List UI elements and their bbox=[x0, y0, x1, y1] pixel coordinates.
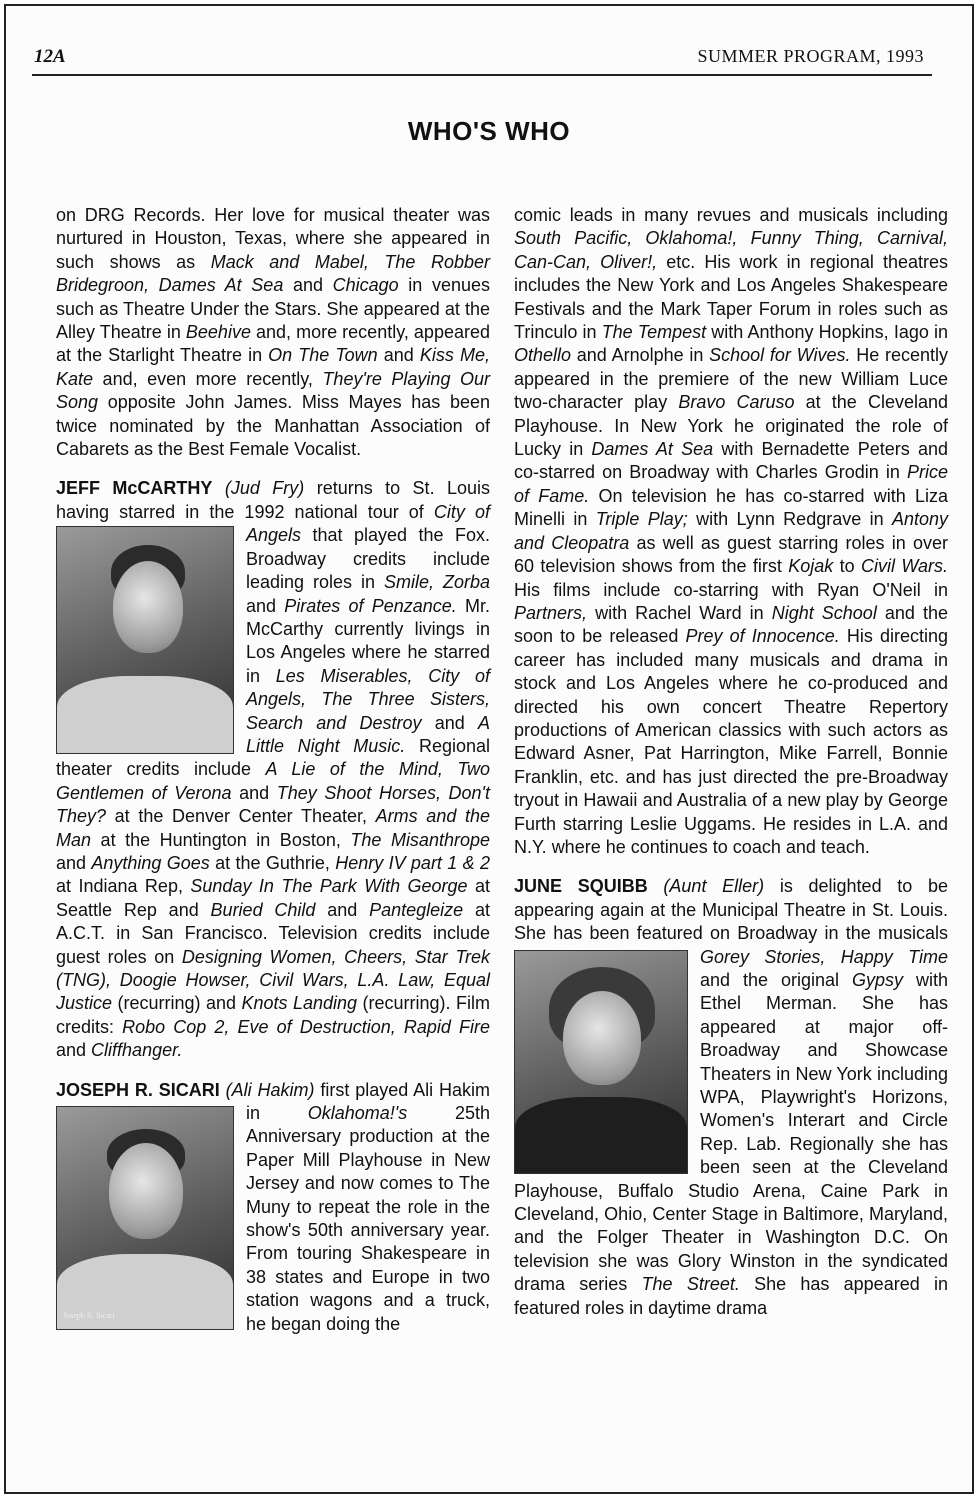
photo-caption: Joseph R. Sicari bbox=[63, 1310, 115, 1320]
bio-sicari bbox=[56, 1079, 490, 1336]
headshot-sicari bbox=[56, 1106, 234, 1330]
bio-text: is delighted to be appearing again at the Municipal Theatre in St. Louis. She has been featured on Broadway in the musicals bbox=[514, 876, 948, 944]
title-italic: They're Playing Our Song bbox=[56, 368, 490, 413]
title-italic: Beehive bbox=[185, 322, 251, 343]
title-italic: South Pacific, Oklahoma!, Funny Thing, Carnival, Can-Can, Oliver!, bbox=[514, 228, 948, 272]
title-italic: Pantegleize bbox=[369, 899, 464, 920]
title-italic: City of Angels bbox=[246, 501, 491, 546]
bio-text: at Seattle Rep and bbox=[56, 876, 491, 920]
bio-role: (Ali Hakim) bbox=[225, 1079, 315, 1100]
title-italic: School for Wives. bbox=[709, 345, 851, 366]
title-italic: Triple Play; bbox=[595, 509, 688, 530]
title-italic: Robo Cop 2, Eve of Destruction, Rapid Fire bbox=[122, 1016, 490, 1037]
headshot-squibb bbox=[514, 950, 688, 1174]
bio-text: as well as guest starring roles in over 60 television shows from the first bbox=[514, 532, 948, 577]
title-italic: Chicago bbox=[332, 275, 399, 296]
bio-text: Mr. McCarthy currently livings in Los Angeles where he starred in bbox=[246, 595, 490, 686]
bio-text: and bbox=[56, 1040, 92, 1061]
bio-text: at Indiana Rep, bbox=[56, 876, 191, 897]
bio-text: She has appeared in featured roles in daytime drama bbox=[514, 1274, 948, 1318]
bio-text: and bbox=[283, 275, 333, 296]
program-title: SUMMER PROGRAM, 1993 bbox=[697, 46, 924, 66]
bio-text: On television he has co-starred with Liza Minelli in bbox=[514, 485, 948, 530]
bio-text: with Bernadette Peters and co-starred on Broadway with Charles Grodin in bbox=[514, 439, 948, 483]
bio-text: comic leads in many revues and musicals including bbox=[514, 205, 948, 225]
bio-text: at the Cleveland Playhouse. In New York he originated the role of Lucky in bbox=[514, 392, 948, 460]
title-italic: Civil Wars. bbox=[860, 556, 949, 577]
title-italic: Anything Goes bbox=[91, 852, 210, 873]
bio-text: with Ethel Merman. She has appeared at major off-Broadway and Showcase Theaters in New York including WPA, Playwright's Horizons, Women's Interart and Circle Rep. Lab. Regionally she has been seen at the Cleveland Playhouse, Buffalo Studio Arena, Caine Park in Cleveland, Ohio, Center Stage in Baltimore, Maryland, and the Folger Theater in Washington D.C. On television she was Glory Winston in the syndicated drama series bbox=[514, 970, 948, 1295]
title-italic: The Street. bbox=[641, 1274, 740, 1295]
title-italic: Sunday In The Park With George bbox=[190, 876, 468, 897]
title-italic: Knots Landing bbox=[241, 993, 358, 1014]
bio-text: at the Huntington in Boston, bbox=[91, 829, 351, 850]
bio-name: JEFF McCARTHY bbox=[56, 478, 213, 499]
title-italic: Prey of Innocence. bbox=[685, 626, 840, 647]
bio-text: in venues such as Theatre Under the Stars. She appeared at the Alley Theatre in bbox=[56, 275, 490, 343]
bio-mccarthy bbox=[56, 477, 490, 1062]
title-italic: Mack and Mabel, The Robber Bridegroon, Dames At Sea bbox=[56, 251, 491, 296]
bio-role: (Jud Fry) bbox=[224, 478, 305, 499]
bio-mayes-continued bbox=[56, 204, 490, 461]
title-italic: Antony and Cleopatra bbox=[514, 509, 948, 553]
bio-text: returns to St. Louis having starred in the 1992 national tour of bbox=[56, 478, 491, 522]
bio-text: and bbox=[231, 782, 277, 803]
right-column bbox=[514, 204, 948, 1320]
bio-text: at the Denver Center Theater, bbox=[106, 806, 376, 827]
bio-name: JUNE SQUIBB bbox=[514, 876, 648, 897]
title-italic: Bravo Caruso bbox=[678, 392, 795, 413]
bio-text: (recurring). Film credits: bbox=[56, 993, 490, 1037]
bio-role: (Aunt Eller) bbox=[663, 876, 765, 897]
bio-text: etc. His work in regional theatres includes the New York and Los Angeles Shakespeare Festivals and the Mark Taper Forum in roles such as Trinculo in bbox=[514, 251, 948, 343]
title-italic: The Tempest bbox=[601, 322, 707, 343]
title-italic: Buried Child bbox=[210, 899, 316, 920]
title-italic: A Little Night Music. bbox=[246, 712, 490, 756]
title-italic: Partners, bbox=[514, 602, 588, 623]
title-italic: Gorey Stories, Happy Time bbox=[700, 946, 948, 967]
bio-squibb bbox=[514, 875, 948, 1320]
title-italic: A Lie of the Mind, Two Gentlemen of Verona bbox=[56, 759, 490, 803]
bio-name: JOSEPH R. SICARI bbox=[56, 1079, 220, 1100]
bio-text: and bbox=[315, 899, 370, 920]
bio-text: on DRG Records. Her love for musical theater was nurtured in Houston, Texas, where she appeared in such shows as bbox=[56, 205, 490, 272]
title-italic: They Shoot Horses, Don't They? bbox=[56, 782, 490, 827]
program-page bbox=[4, 4, 974, 1494]
title-italic: The Misanthrope bbox=[350, 829, 490, 850]
title-italic: Pirates of Penzance. bbox=[284, 595, 457, 616]
bio-text: that played the Fox. Broadway credits include leading roles in bbox=[246, 525, 490, 593]
title-italic: Dames At Sea bbox=[591, 439, 714, 460]
title-italic: Arms and the Man bbox=[56, 806, 490, 850]
title-italic: Night School bbox=[771, 602, 877, 623]
title-italic: Les Miserables, City of Angels, The Three Sisters, Search and Destroy bbox=[246, 665, 490, 733]
bio-text: with Lynn Redgrave in bbox=[687, 509, 892, 530]
title-italic: Kiss Me, Kate bbox=[56, 345, 490, 389]
section-title: WHO'S WHO bbox=[407, 116, 571, 146]
bio-text: His directing career has included many musicals and drama in stock and Los Angeles where he co-produced and directed his own concert Theatre Repertory productions of American classics with such actors as Edward Asner, Pat Harrington, Mike Farrell, Bonnie Franklin, etc. and has just directed the pre-Broadway tryout in Hawaii and Australia of a new play by George Furth starring Leslie Uggams. He resides in L.A. and N.Y. where he continues to coach and teach. bbox=[514, 626, 948, 857]
title-italic: Henry IV part 1 & 2 bbox=[335, 852, 490, 873]
bio-text: and Arnolphe in bbox=[571, 345, 710, 366]
header-rule bbox=[32, 74, 932, 76]
bio-text: Regional theater credits include bbox=[56, 735, 490, 780]
bio-text: He recently appeared in the premiere of the new William Luce two-character play bbox=[514, 345, 948, 413]
title-italic: Othello bbox=[514, 345, 572, 366]
title-italic: Oklahoma!'s bbox=[307, 1103, 408, 1124]
title-italic: Gypsy bbox=[852, 970, 904, 990]
bio-text: opposite John James. Miss Mayes has been twice nominated by the Manhattan Association of Cabarets as the Best Female Vocalist. bbox=[56, 392, 490, 460]
bio-text: with Rachel Ward in bbox=[587, 602, 772, 623]
headshot-mccarthy bbox=[56, 526, 234, 754]
bio-text: at the Guthrie, bbox=[209, 852, 336, 873]
bio-text: and bbox=[56, 852, 92, 873]
bio-text: and bbox=[421, 712, 478, 733]
bio-text-tail bbox=[246, 1103, 490, 1334]
bio-text: and the original bbox=[700, 970, 852, 990]
bio-text: and, even more recently, bbox=[93, 368, 323, 389]
bio-text: to bbox=[833, 556, 861, 577]
title-italic: Smile, Zorba bbox=[383, 572, 490, 593]
title-italic: Cliffhanger. bbox=[91, 1040, 183, 1061]
left-column bbox=[56, 204, 490, 1336]
bio-text: His films include co-starring with Ryan O'Neil in bbox=[514, 579, 948, 600]
bio-text: (recurring) and bbox=[112, 993, 242, 1014]
bio-text: and bbox=[246, 595, 285, 616]
bio-sicari-continued bbox=[514, 204, 948, 859]
bio-text: and, more recently, appeared at the Starlight Theatre in bbox=[56, 322, 490, 366]
bio-text: first played Ali Hakim in bbox=[246, 1079, 490, 1124]
bio-text: and bbox=[377, 345, 420, 366]
title-italic: Designing Women, Cheers, Star Trek (TNG), Doogie Howser, Civil Wars, L.A. Law, Equal Justice bbox=[56, 946, 490, 1014]
bio-text: with Anthony Hopkins, Iago in bbox=[706, 322, 948, 343]
title-italic: Kojak bbox=[788, 556, 834, 577]
page-number: 12A bbox=[34, 46, 66, 67]
bio-text: at A.C.T. in San Francisco. Television credits include guest roles on bbox=[56, 899, 490, 967]
bio-text: 25th Anniversary production at the Paper Mill Playhouse in New Jersey and now comes to The Muny to repeat the role in the show's 50th anniversary year. From touring Shakespeare in 38 states and Europe in two station wagons and a truck, he began doing the bbox=[246, 1103, 490, 1334]
bio-text: and the soon to be released bbox=[514, 602, 948, 647]
title-italic: On The Town bbox=[268, 345, 378, 366]
title-italic: Price of Fame. bbox=[514, 462, 948, 506]
